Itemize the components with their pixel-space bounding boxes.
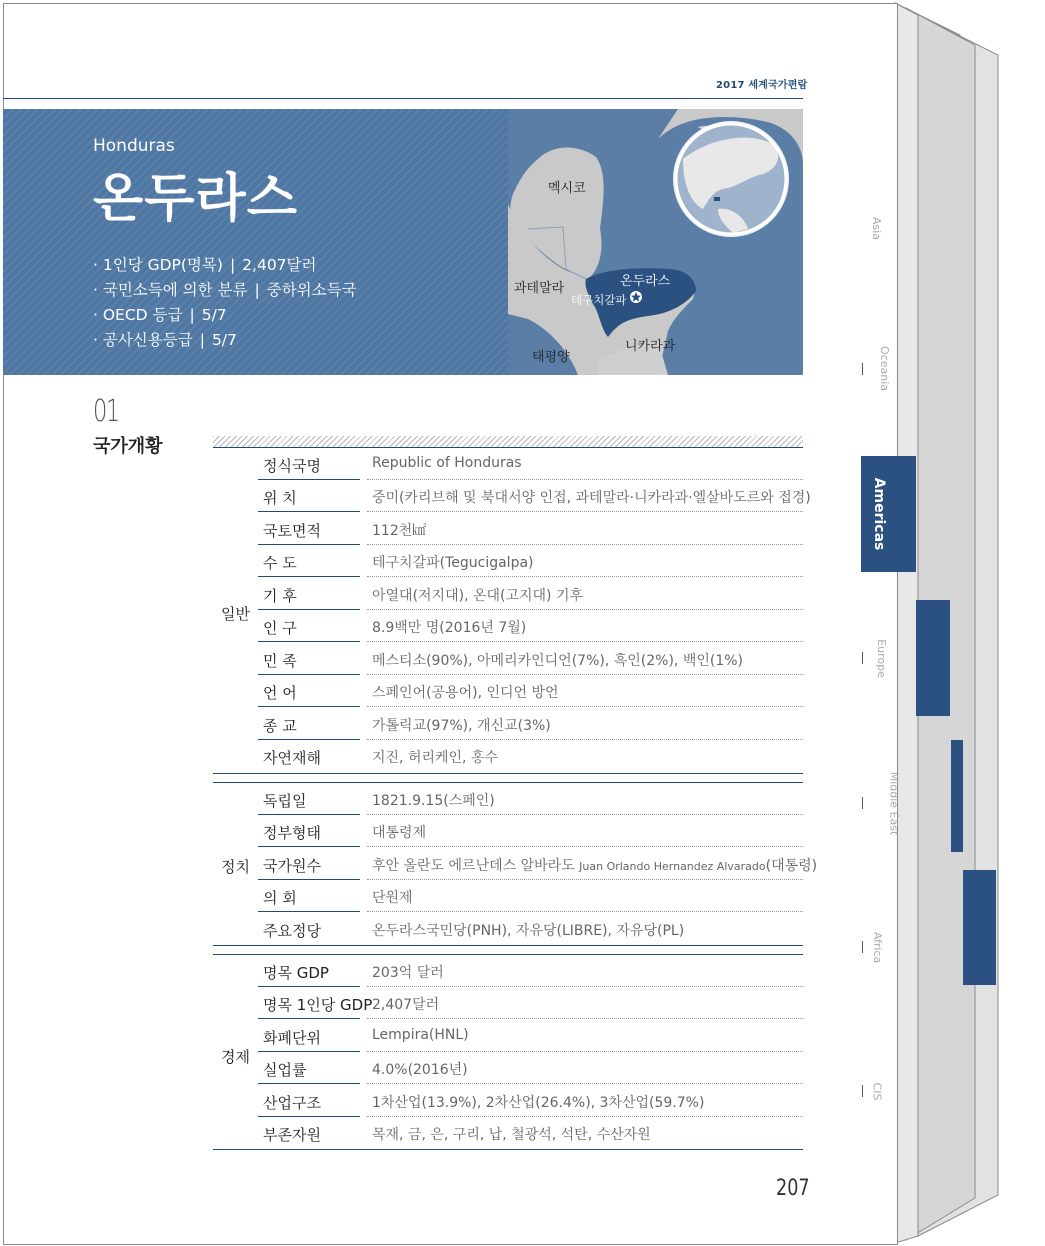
map-label-pacific: 태평양 xyxy=(532,350,570,365)
side-tab-americas[interactable]: Americas xyxy=(861,456,916,572)
table-group-general xyxy=(213,447,811,773)
table-row: 실업률 4.0%(2016년) xyxy=(258,1052,803,1084)
table-row: 정식국명 Republic of Honduras xyxy=(258,448,803,480)
table-row: 기 후 아열대(저지대), 온대(고지대) 기후 xyxy=(258,578,803,610)
table-row: 명목 1인당 GDP 2,407달러 xyxy=(258,987,803,1019)
side-tab-oceania[interactable]: Oceania xyxy=(877,346,891,391)
table-row: 화폐단위 Lempira(HNL) xyxy=(258,1020,803,1052)
section-title: 국가개황 xyxy=(93,436,163,457)
country-name-ko: 온두라스 xyxy=(93,169,298,229)
section-number: 01 xyxy=(93,394,119,429)
side-tab-cis[interactable]: CIS xyxy=(870,1082,884,1101)
table-row: 수 도 테구치갈파(Tegucigalpa) xyxy=(258,545,803,577)
map-label-honduras: 온두라스 xyxy=(620,274,671,289)
table-row: 위 치 중미(카리브해 및 북대서양 인접, 과테말라·니카라과·엘살바도르와 접경) xyxy=(258,480,803,512)
side-tab-middle-east[interactable]: Middle East xyxy=(887,771,901,836)
table-row: 국토면적 112천㎢ xyxy=(258,513,803,545)
table-row: 정부형태 대통령제 xyxy=(258,815,803,847)
side-tab-asia[interactable]: Asia xyxy=(870,216,884,241)
map-label-nicaragua: 니카라과 xyxy=(625,339,676,354)
fact-item: · 공사신용등급 | 5/7 xyxy=(93,331,237,349)
table-row: 명목 GDP 203억 달러 xyxy=(258,955,803,987)
header-brand: 2017 세계국가편람 xyxy=(716,80,808,91)
table-row: 독립일 1821.9.15(스페인) xyxy=(258,783,803,815)
country-map xyxy=(508,109,803,375)
table-row: 국가원수 후안 올란도 에르난데스 알바라도 Juan Orlando Hernandez Alvarado(대통령) xyxy=(258,848,803,880)
table-row: 자연재해 지진, 허리케인, 홍수 xyxy=(263,749,498,767)
table-row: 산업구조 1차산업(13.9%), 2차산업(26.4%), 3차산업(59.7%) xyxy=(258,1085,803,1117)
map-label-capital: 테구치갈파 xyxy=(571,293,627,307)
map-label-guatemala: 과테말라 xyxy=(514,281,565,296)
side-tab-africa[interactable]: Africa xyxy=(871,931,885,964)
country-name-en: Honduras xyxy=(93,136,175,156)
fact-item: · 국민소득에 의한 분류 | 중하위소득국 xyxy=(93,281,357,299)
table-row: 인 구 8.9백만 명(2016년 7월) xyxy=(258,610,803,642)
map-label-mexico: 멕시코 xyxy=(548,181,586,196)
table-row: 민 족 메스티소(90%), 아메리카인디언(7%), 흑인(2%), 백인(1%) xyxy=(258,643,803,675)
table-group-economy xyxy=(213,945,803,1151)
table-group-politics xyxy=(213,773,818,945)
table-row: 부존자원 목재, 금, 은, 구리, 납, 철광석, 석탄, 수산자원 xyxy=(263,1126,651,1144)
table-row: 의 회 단원제 xyxy=(258,880,803,912)
fact-item: · OECD 등급 | 5/7 xyxy=(93,306,227,324)
group-label: 경제 xyxy=(221,1048,250,1066)
table-row: 종 교 가톨릭교(97%), 개신교(3%) xyxy=(258,708,803,740)
side-tab-europe[interactable]: Europe xyxy=(874,639,888,678)
table-row: 언 어 스페인어(공용어), 인디언 방언 xyxy=(258,675,803,707)
fact-item: · 1인당 GDP(명목) | 2,407달러 xyxy=(93,256,317,274)
table-hatch-rule xyxy=(213,436,803,447)
table-row: 주요정당 온두라스국민당(PNH), 자유당(LIBRE), 자유당(PL) xyxy=(263,922,685,940)
page-number: 207 xyxy=(776,1176,810,1201)
key-facts xyxy=(93,253,357,353)
header-rule xyxy=(3,98,803,99)
group-label: 일반 xyxy=(221,605,250,623)
group-label: 정치 xyxy=(221,858,250,876)
